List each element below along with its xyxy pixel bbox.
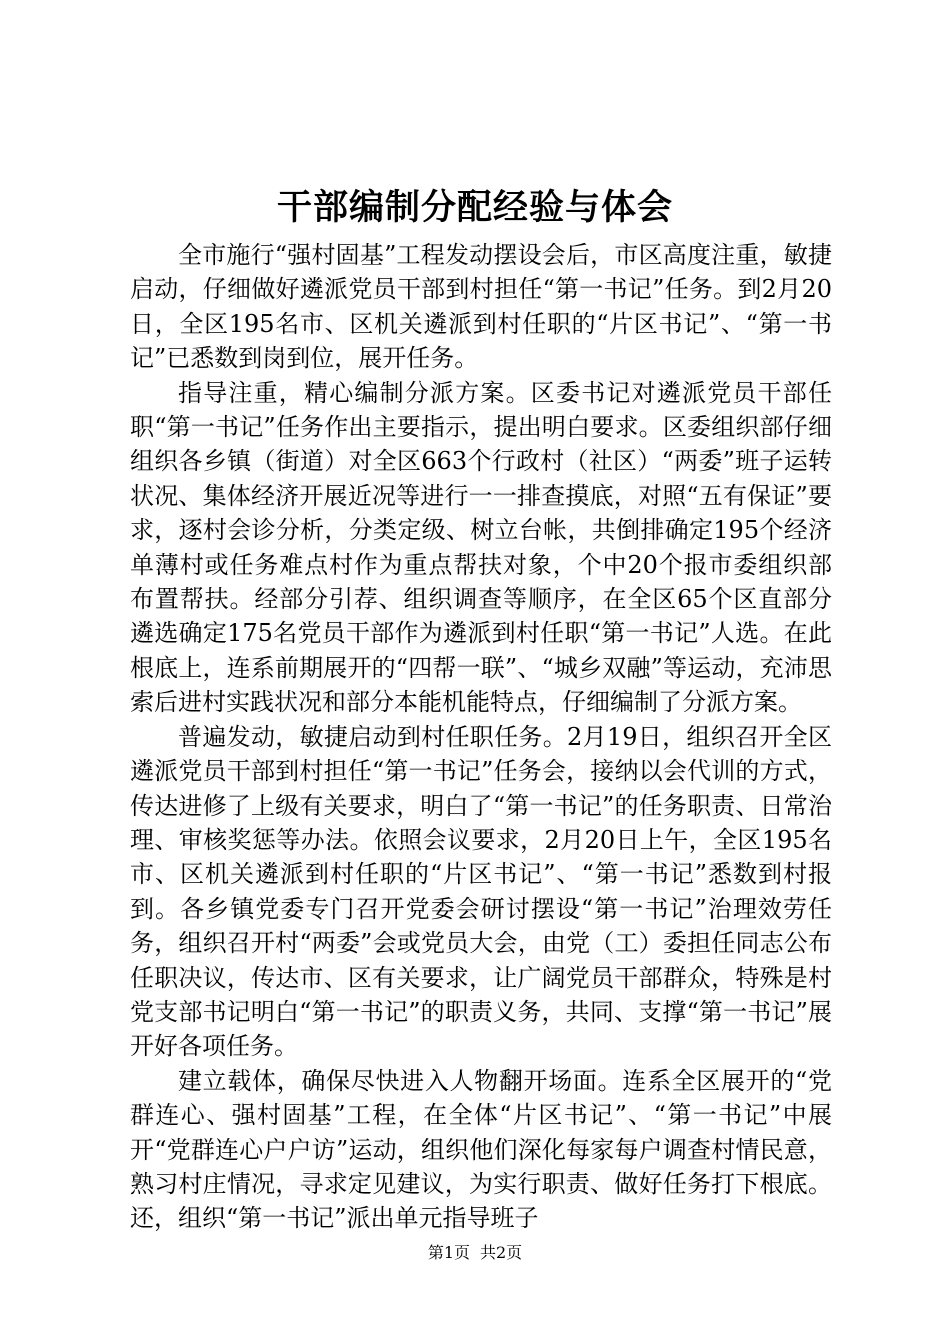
document-title: 干部编制分配经验与体会 <box>276 187 673 228</box>
page-footer <box>0 1243 950 1263</box>
page-number-total: 共2页 <box>480 1243 523 1262</box>
document-body <box>130 238 832 1236</box>
paragraph-1: 全市施行“强村固基”工程发动摆设会后，市区高度注重，敏捷启动，仔细做好遴派党员干部到村担任“第一书记”任务。到2月20日，全区195名市、区机关遴派到村任职的“片区书记”、“第一书记”已悉数到岗到位，展开任务。 <box>130 241 832 373</box>
paragraph-3: 普遍发动，敏捷启动到村任职任务。2月19日，组织召开全区遴派党员干部到村担任“第一书记”任务会，接纳以会代训的方式，传达进修了上级有关要求，明白了“第一书记”的任务职责、日常治理、审核奖惩等办法。依照会议要求，2月20日上午，全区195名市、区机关遴派到村任职的“片区书记”、“第一书记”悉数到村报到。各乡镇党委专门召开党委会研讨摆设“第一书记”治理效劳任务，组织召开村“两委”会或党员大会，由党（工）委担任同志公布任职决议，传达市、区有关要求，让广阔党员干部群众，特殊是村党支部书记明白“第一书记”的职责义务，共同、支撑“第一书记”展开好各项任务。 <box>130 722 832 1061</box>
paragraph-2: 指导注重，精心编制分派方案。区委书记对遴派党员干部任职“第一书记”任务作出主要指示，提出明白要求。区委组织部仔细组织各乡镇（街道）对全区663个行政村（社区）“两委”班子运转状况、集体经济开展近况等进行一一排查摸底，对照“五有保证”要求，逐村会诊分析，分类定级、树立台帐，共倒排确定195个经济单薄村或任务难点村作为重点帮扶对象，个中20个报市委组织部布置帮扶。经部分引荐、组织调查等顺序，在全区65个区直部分遴选确定175名党员干部作为遴派到村任职“第一书记”人选。在此根底上，连系前期展开的“四帮一联”、“城乡双融”等运动，充沛思索后进村实践状况和部分本能机能特点，仔细编制了分派方案。 <box>130 378 832 717</box>
paragraph-4: 建立载体，确保尽快进入人物翻开场面。连系全区展开的“党群连心、强村固基”工程，在全体“片区书记”、“第一书记”中展开“党群连心户户访”运动，组织他们深化每家每户调查村情民意，熟习村庄情况，寻求定见建议，为实行职责、做好任务打下根底。还，组织“第一书记”派出单元指导班子 <box>130 1066 832 1233</box>
page-number-current: 第1页 <box>427 1243 470 1262</box>
